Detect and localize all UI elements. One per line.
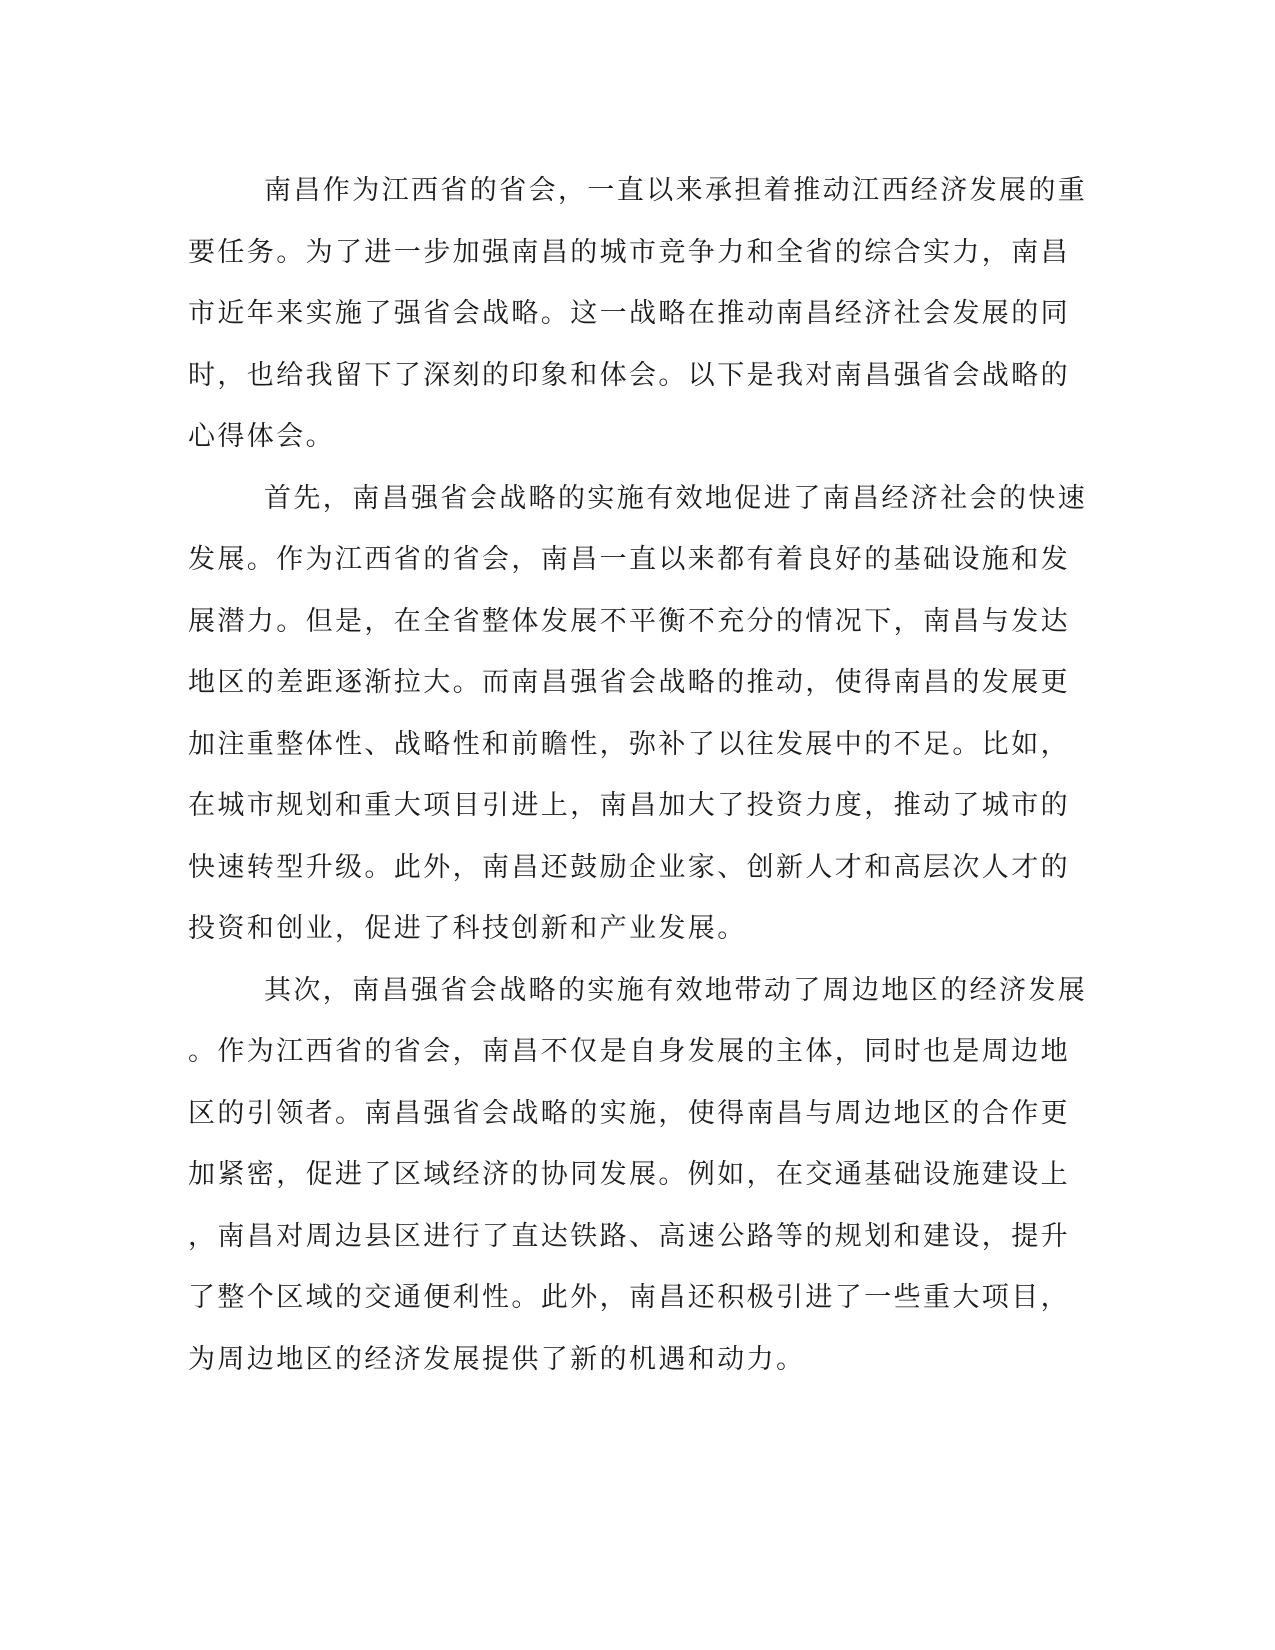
paragraph-line: 加紧密，促进了区域经济的协同发展。例如，在交通基础设施建设上 bbox=[188, 1159, 1070, 1190]
paragraph-1 bbox=[188, 160, 1088, 468]
paragraph-line: 投资和创业，促进了科技创新和产业发展。 bbox=[188, 913, 747, 944]
paragraph-2 bbox=[188, 468, 1088, 960]
paragraph-line: ，南昌对周边县区进行了直达铁路、高速公路等的规划和建设，提升 bbox=[188, 1220, 1070, 1252]
paragraph-line: 发展。作为江西省的省会，南昌一直以来都有着良好的基础设施和发 bbox=[188, 544, 1070, 575]
paragraph-line: 南昌作为江西省的省会，一直以来承担着推动江西经济发展的重 bbox=[264, 175, 1088, 206]
paragraph-line: 地区的差距逐渐拉大。而南昌强省会战略的推动，使得南昌的发展更 bbox=[188, 667, 1070, 698]
paragraph-line: 加注重整体性、战略性和前瞻性，弥补了以往发展中的不足。比如， bbox=[188, 728, 1070, 760]
paragraph-line: 首先，南昌强省会战略的实施有效地促进了南昌经济社会的快速 bbox=[264, 482, 1088, 514]
paragraph-3 bbox=[188, 960, 1088, 1391]
paragraph-line: 快速转型升级。此外，南昌还鼓励企业家、创新人才和高层次人才的 bbox=[188, 851, 1070, 883]
paragraph-line: 区的引领者。南昌强省会战略的实施，使得南昌与周边地区的合作更 bbox=[188, 1097, 1070, 1129]
paragraph-line: 市近年来实施了强省会战略。这一战略在推动南昌经济社会发展的同 bbox=[188, 298, 1070, 329]
paragraph-line: 在城市规划和重大项目引进上，南昌加大了投资力度，推动了城市的 bbox=[188, 790, 1070, 821]
paragraph-line: 其次，南昌强省会战略的实施有效地带动了周边地区的经济发展 bbox=[264, 974, 1088, 1006]
paragraph-line: 时，也给我留下了深刻的印象和体会。以下是我对南昌强省会战略的 bbox=[188, 359, 1070, 391]
paragraph-line: 为周边地区的经济发展提供了新的机遇和动力。 bbox=[188, 1343, 806, 1375]
paragraph-line: 心得体会。 bbox=[188, 421, 335, 452]
paragraph-line: 了整个区域的交通便利性。此外，南昌还积极引进了一些重大项目， bbox=[188, 1282, 1070, 1313]
document-body bbox=[188, 160, 1088, 1390]
paragraph-line: 。作为江西省的省会，南昌不仅是自身发展的主体，同时也是周边地 bbox=[188, 1036, 1070, 1067]
paragraph-line: 展潜力。但是，在全省整体发展不平衡不充分的情况下，南昌与发达 bbox=[188, 605, 1070, 637]
paragraph-line: 要任务。为了进一步加强南昌的城市竞争力和全省的综合实力，南昌 bbox=[188, 236, 1070, 268]
